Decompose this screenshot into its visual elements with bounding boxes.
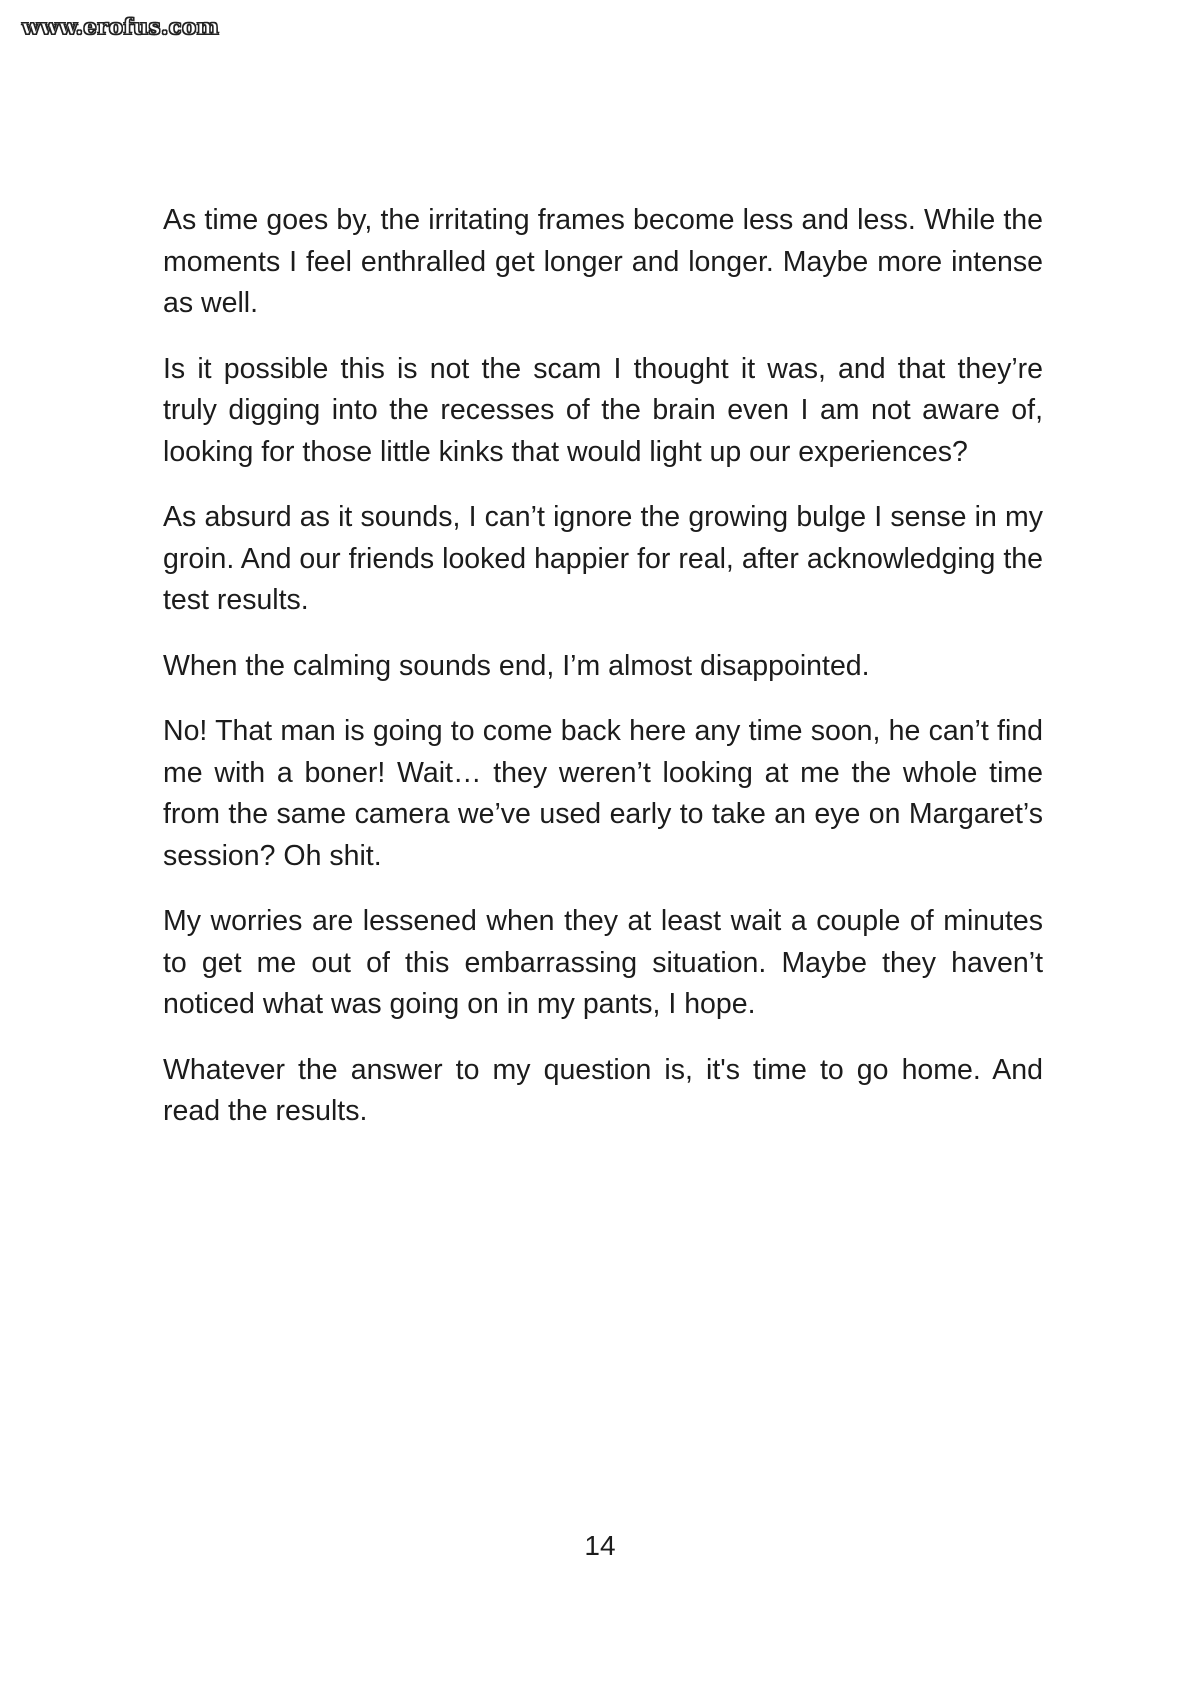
page-number: 14 (584, 1530, 616, 1561)
paragraph-1: As time goes by, the irritating frames become less and less. While the moments I feel enthralled get longer and longer. Maybe more intense as well. (163, 204, 1043, 319)
paragraph-5: No! That man is going to come back here any time soon, he can’t find me with a boner! Wait… they weren’t looking at me the whole time from the same camera we’ve used early to take an eye on Margaret’s session? Oh shit. (163, 715, 1043, 872)
page-body (163, 200, 1043, 1157)
watermark-logo: www.erofus.com (22, 14, 220, 39)
paragraph-4: When the calming sounds end, I’m almost disappointed. (163, 649, 870, 682)
paragraph-2: Is it possible this is not the scam I thought it was, and that they’re truly digging into the recesses of the brain even I am not aware of, looking for those little kinks that would light up our experiences? (163, 352, 1043, 468)
paragraph-6: My worries are lessened when they at least wait a couple of minutes to get me out of this embarrassing situation. Maybe they haven’t noticed what was going on in my pants, I hope. (163, 905, 1043, 1020)
paragraph-3: As absurd as it sounds, I can’t ignore the growing bulge I sense in my groin. And our friends looked happier for real, after acknowledging the test results. (163, 501, 1043, 616)
paragraph-7: Whatever the answer to my question is, it's time to go home. And read the results. (163, 1053, 1043, 1127)
